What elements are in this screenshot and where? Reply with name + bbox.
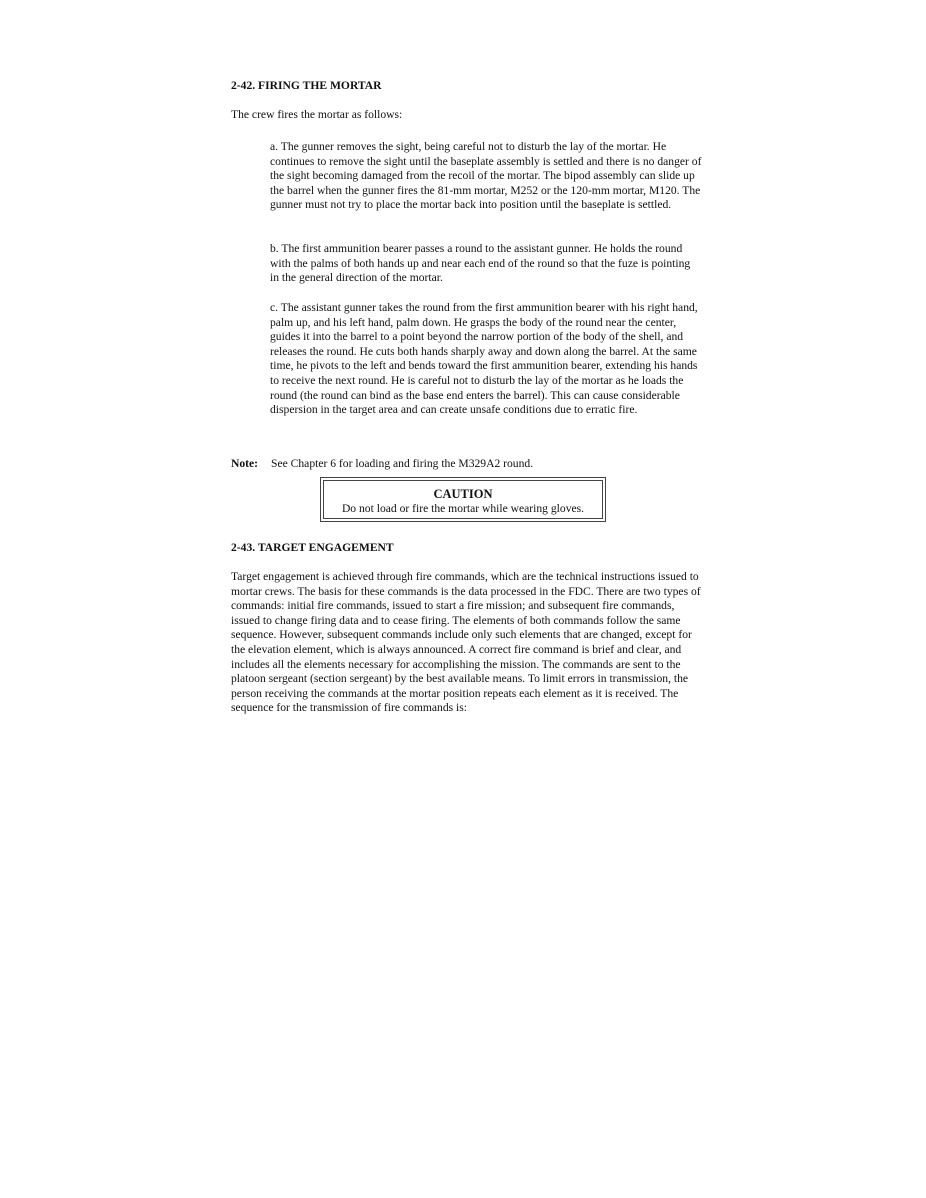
- step-a-paragraph: a. The gunner removes the sight, being careful not to disturb the lay of the mortar. He continues to remove the sight until the baseplate assembly is settled and there is no danger of the sight becoming damaged from the recoil of the mortar. The bipod assembly can slide up the barrel when the gunner fires the 81-mm mortar, M252 or the 120-mm mortar, M120. The gunner must not try to place the mortar back into position until the baseplate is settled.: [270, 140, 702, 212]
- note-text: See Chapter 6 for loading and firing the M329A2 round.: [271, 457, 534, 470]
- note: [231, 457, 701, 472]
- caution-box: [320, 477, 606, 522]
- caution-title: CAUTION: [433, 487, 493, 501]
- step-c-paragraph: c. The assistant gunner takes the round from the first ammunition bearer with his right hand, palm up, and his left hand, palm down. He grasps the body of the round near the center, guides it into the barrel to a point beyond the narrow portion of the body of the shell, and releases the round. He cuts both hands sharply away and down along the barrel. At the same time, he pivots to the left and bends toward the first ammunition bearer, extending his hands to receive the next round. He is careful not to disturb the lay of the mortar as he loads the round (the round can bind as the base end enters the barrel). This can cause considerable dispersion in the target area and can create unsafe conditions due to erratic fire.: [270, 301, 698, 417]
- intro-paragraph: The crew fires the mortar as follows:: [231, 108, 403, 121]
- caution-text: Do not load or fire the mortar while wearing gloves.: [341, 502, 585, 515]
- section-heading-firing-the-mortar: 2-42. FIRING THE MORTAR: [231, 79, 382, 92]
- target-engagement-paragraph: Target engagement is achieved through fire commands, which are the technical instructions issued to mortar crews. The basis for these commands is the data processed in the FDC. There are two types of commands: initial fire commands, issued to start a fire mission; and subsequent fire commands, issued to change firing data and to cease firing. The elements of both commands follow the same sequence. However, subsequent commands include only such elements that are changed, except for the elevation element, which is always announced. A correct fire command is brief and clear, and includes all the elements necessary for accomplishing the mission. The commands are sent to the platoon sergeant (section sergeant) by the best available means. To limit errors in transmission, the person receiving the commands at the mortar position repeats each element as it is received. The sequence for the transmission of fire commands is:: [231, 570, 701, 715]
- caution-box-inner: [323, 480, 603, 519]
- step-b-paragraph: b. The first ammunition bearer passes a round to the assistant gunner. He holds the round with the palms of both hands up and near each end of the round so that the fuze is pointing in the general direction of the mortar.: [270, 242, 691, 285]
- section-heading-target-engagement: 2-43. TARGET ENGAGEMENT: [231, 541, 394, 554]
- note-label: Note:: [231, 457, 259, 470]
